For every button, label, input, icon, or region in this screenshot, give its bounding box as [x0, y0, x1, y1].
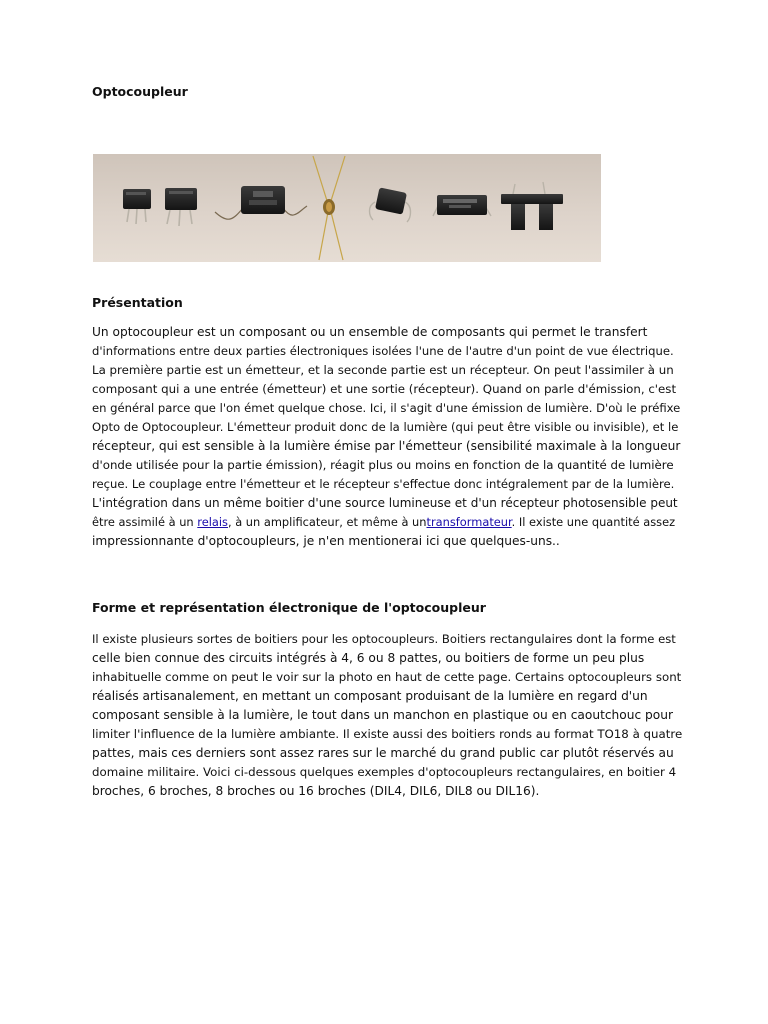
text-line: en général parce que l'on émet quelque chose. Ici, il s'agit d'une émission de lumière. D'où le préfixe — [92, 401, 681, 415]
document-title: Optocoupleur — [92, 84, 188, 99]
paragraph-presentation — [92, 323, 682, 551]
text-line: impressionnante d'optocoupleurs, je n'en mentionerai ici que quelques-uns.. — [92, 534, 560, 548]
text-line: pattes, mais ces derniers sont assez rares sur le marché du grand public car plutôt réservés au — [92, 746, 674, 760]
text-fragment: être assimilé à un — [92, 515, 198, 529]
text-line: limiter l'influence de la lumière ambiante. Il existe aussi des boitiers ronds au format TO18 à quatre — [92, 727, 683, 741]
link-transformateur[interactable]: transformateur — [426, 515, 512, 529]
text-line-with-links — [92, 513, 682, 532]
link-relais[interactable]: relais — [197, 515, 228, 529]
section-heading-presentation: Présentation — [92, 295, 183, 310]
text-line: Il existe plusieurs sortes de boitiers pour les optocoupleurs. Boitiers rectangulaires dont la forme est — [92, 632, 676, 646]
text-line: composant qui a une entrée (émetteur) et une sortie (récepteur). Quand on parle d'émission, c'est — [92, 382, 677, 396]
section-heading-forme: Forme et représentation électronique de l'optocoupleur — [92, 600, 486, 615]
text-line: L'intégration dans un même boitier d'une source lumineuse et d'un récepteur photosensible peut — [92, 496, 678, 510]
text-line: composant sensible à la lumière, le tout dans un manchon en plastique ou en caoutchouc pour — [92, 708, 673, 722]
text-line: d'informations entre deux parties électroniques isolées l'une de l'autre d'un point de vue électrique. — [92, 344, 674, 358]
text-line: celle bien connue des circuits intégrés à 4, 6 ou 8 pattes, ou boitiers de forme un peu plus — [92, 651, 645, 665]
text-line: Opto de Optocoupleur. L'émetteur produit donc de la lumière (qui peut être visible ou invisible), et le — [92, 420, 679, 434]
text-line: La première partie est un émetteur, et la seconde partie est un récepteur. On peut l'assimiler à un — [92, 363, 674, 377]
text-line: inhabituelle comme on peut le voir sur la photo en haut de cette page. Certains optocoupleurs sont — [92, 670, 682, 684]
text-line: broches, 6 broches, 8 broches ou 16 broches (DIL4, DIL6, DIL8 ou DIL16). — [92, 784, 540, 798]
text-line: réalisés artisanalement, en mettant un composant produisant de la lumière en regard d'un — [92, 689, 648, 703]
text-fragment: . Il existe une quantité assez — [511, 515, 676, 529]
text-line: d'onde utilisée pour la partie émission), réagit plus ou moins en fonction de la quantité de lumière — [92, 458, 674, 472]
text-line: domaine militaire. Voici ci-dessous quelques exemples d'optocoupleurs rectangulaires, en boitier 4 — [92, 765, 677, 779]
text-line: reçue. Le couplage entre l'émetteur et le récepteur s'effectue donc intégralement par de la lumière. — [92, 477, 675, 491]
text-line: récepteur, qui est sensible à la lumière émise par l'émetteur (sensibilité maximale à la longueur — [92, 439, 681, 453]
text-line: Un optocoupleur est un composant ou un ensemble de composants qui permet le transfert — [92, 325, 648, 339]
optocouplers-photo — [93, 154, 601, 262]
text-fragment: , à un amplificateur, et même à un — [227, 515, 427, 529]
component-flat-rectangular — [433, 195, 491, 216]
paragraph-forme — [92, 630, 682, 801]
